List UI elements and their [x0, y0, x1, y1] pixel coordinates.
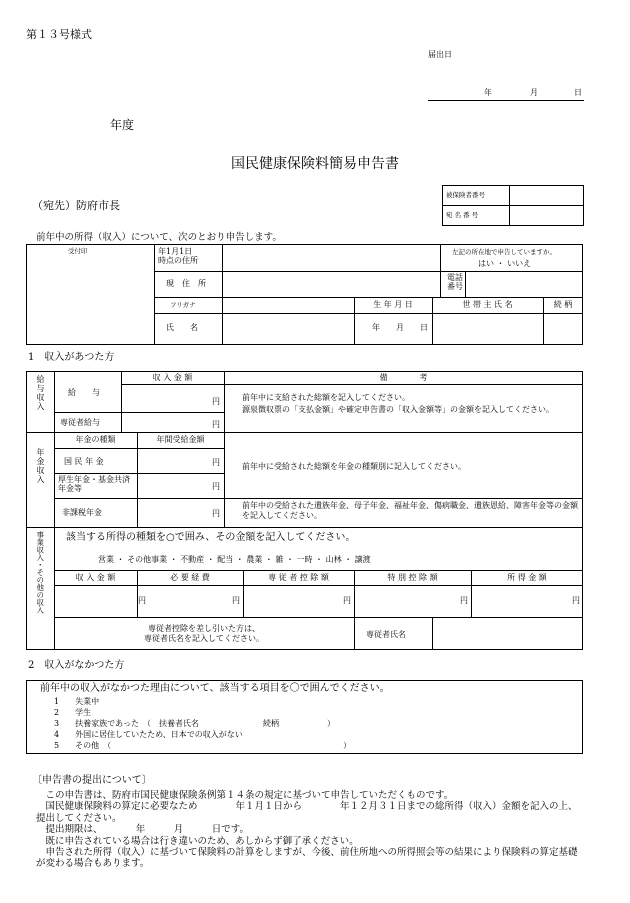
jan1-address-label: 年1月1日 時点の住所	[158, 247, 198, 266]
nontaxable-pension-yen: 円	[212, 509, 220, 518]
business-expenses-input[interactable]: 円	[232, 596, 240, 605]
phone-input[interactable]	[467, 273, 581, 295]
business-header-family-deduction: 専 従 者 控 除 額	[268, 573, 329, 582]
date-day: 日	[574, 88, 582, 97]
relationship-input[interactable]	[545, 315, 581, 343]
no-income-question: 前年中の収入がなかつた理由について、該当する項目を〇で囲んでください。	[40, 683, 390, 694]
business-revenue-input[interactable]: 円	[138, 596, 146, 605]
nontaxable-pension-label: 非課税年金	[62, 508, 102, 517]
business-family-deduction-input[interactable]: 円	[343, 596, 351, 605]
salary-label: 給 与	[68, 388, 100, 397]
submission-notes	[36, 790, 586, 870]
intro-text: 前年中の所得（収入）について、次のとおり申告します。	[36, 232, 282, 243]
pension-amount-header: 年間受給金額	[156, 435, 205, 444]
pension-type-header: 年金の種類	[75, 435, 116, 444]
fiscal-year-label: 年度	[110, 118, 135, 132]
business-instruction: 該当する所得の種類を○で囲み、その金額を記入してください。	[66, 532, 356, 543]
phone-label: 電話 番号	[447, 273, 463, 292]
insured-number-input[interactable]	[510, 186, 584, 206]
pension-note1: 前年中に受給された総額を年金の種類別に記入してください。	[242, 462, 466, 471]
business-header-revenue: 収 入 金 額	[75, 573, 116, 582]
no-income-item-3[interactable]: 3 扶養家族であった （ 扶養者氏名 続柄 ）	[54, 719, 336, 728]
salary-amount-header: 収 入 金 額	[152, 373, 193, 382]
submission-line-5: 申告された所得（収入）に基づいて保険料の計算をしますが、今後、前住所地への所得照会等の結果により保険料の算定基礎が変わる場合もあります。	[36, 846, 578, 870]
section1-title: 1 収入があつた方	[28, 352, 115, 363]
birthdate-ym: 年 月 日	[372, 323, 428, 332]
income-type-choices[interactable]: 営業 ・ その他事業 ・ 不動産 ・ 配当 ・ 農業 ・ 雑 ・ 一時 ・ 山林 ・ 譲渡	[98, 555, 371, 564]
section2-title: 2 収入がなかつた方	[28, 660, 125, 671]
address-number-label: 宛 名 番 号	[443, 206, 510, 226]
name-label: 氏 名	[166, 323, 198, 332]
no-income-item-2[interactable]: 2 学生	[54, 708, 92, 717]
date-year: 年	[484, 88, 492, 97]
submission-date-label: 届出日	[428, 50, 452, 59]
current-address-label: 現 住 所	[166, 279, 206, 288]
yes-no-choice[interactable]: はい ・ いいえ	[478, 259, 532, 268]
pension-note2: 前年中の受給された遺族年金、母子年金、福祉年金、傷病職金、遺族恩給、障害年金等の金額を記入してください。	[242, 501, 578, 520]
jan1-address-input[interactable]	[224, 246, 438, 270]
submission-line-1: この申告書は、防府市国民健康保険条例第１４条の規定に基づいて申告していただくものです。	[45, 790, 454, 801]
business-header-expenses: 必 要 経 費	[170, 573, 210, 582]
current-address-input[interactable]	[224, 273, 438, 295]
deduction-note: 専従者控除を差し引いた方は、 専従者氏名を記入してください。	[144, 624, 264, 643]
relationship-header: 続 柄	[553, 300, 573, 309]
family-worker-name-label: 専従者氏名	[366, 630, 406, 639]
salary-group-label: 給与収入	[36, 375, 45, 411]
form-number: 第１３号様式	[26, 28, 92, 41]
submission-heading: 〔申告書の提出について〕	[32, 775, 152, 786]
national-pension-label: 国 民 年 金	[64, 457, 104, 466]
welfare-pension-yen: 円	[212, 482, 220, 491]
declaration-question: 左記の所在地で申告していますか。	[452, 248, 556, 256]
salary-amount-input[interactable]	[123, 386, 222, 410]
household-head-header: 世 帯 主 氏 名	[462, 300, 513, 309]
address-number-input[interactable]	[510, 206, 584, 226]
pension-group-label: 年金収入	[36, 448, 45, 484]
no-income-item-4[interactable]: 4 外国に居住していたため、日本での収入がない	[54, 730, 243, 739]
insured-number-label: 被保険者番号	[443, 186, 510, 206]
name-input[interactable]	[224, 315, 352, 343]
family-salary-yen: 円	[212, 420, 220, 429]
business-special-deduction-input[interactable]: 円	[460, 596, 468, 605]
family-worker-name-input[interactable]	[434, 619, 581, 648]
submission-line-2: 国民健康保険料の算定に必要なため 年１月１日から 年１２月３１日までの総所得（収入）金額を記入の上、提出してください。	[36, 801, 578, 824]
national-pension-yen: 円	[212, 458, 220, 467]
submission-line-4: 既に申告されている場合は行き違いのため、あしからず御了承ください。	[45, 835, 359, 847]
family-salary-label: 専従者給与	[60, 418, 100, 427]
national-pension-input[interactable]	[139, 450, 222, 471]
salary-notes-header: 備 考	[379, 373, 428, 382]
furigana-label: フリガナ	[170, 301, 196, 309]
reception-stamp-label: 受付印	[68, 247, 88, 255]
birthdate-header: 生 年 月 日	[373, 300, 413, 309]
addressee: （宛先）防府市長	[32, 199, 120, 212]
family-salary-amount-input[interactable]	[123, 414, 222, 432]
household-head-input[interactable]	[434, 315, 541, 343]
submission-line-3: 提出期限は、 年 月 日です。	[45, 824, 249, 836]
salary-note2: 源泉徴収票の「支払金額」や確定申告書の「収入金額等」の金額を記入してください。	[242, 405, 554, 414]
business-income-input[interactable]: 円	[572, 596, 580, 605]
business-header-income: 所 得 金 額	[507, 573, 547, 582]
no-income-item-1[interactable]: 1 失業中	[54, 697, 100, 706]
salary-yen: 円	[212, 397, 220, 406]
insured-number-table	[442, 185, 584, 226]
business-header-special-deduction: 特 別 控 除 額	[387, 573, 438, 582]
date-month: 月	[530, 88, 538, 97]
welfare-pension-input[interactable]	[139, 475, 222, 496]
no-income-item-5[interactable]: 5 その他 （ ）	[54, 741, 352, 750]
salary-note1: 前年中に支給された総額を記入してください。	[242, 393, 410, 402]
welfare-pension-label: 厚生年金・基金共済年金等	[58, 475, 130, 494]
business-group-label: 事業収入・その他の収入	[35, 531, 45, 614]
page-title: 国民健康保険料簡易申告書	[231, 156, 399, 172]
submission-date-field[interactable]	[428, 88, 584, 101]
nontaxable-pension-input[interactable]	[139, 500, 222, 526]
